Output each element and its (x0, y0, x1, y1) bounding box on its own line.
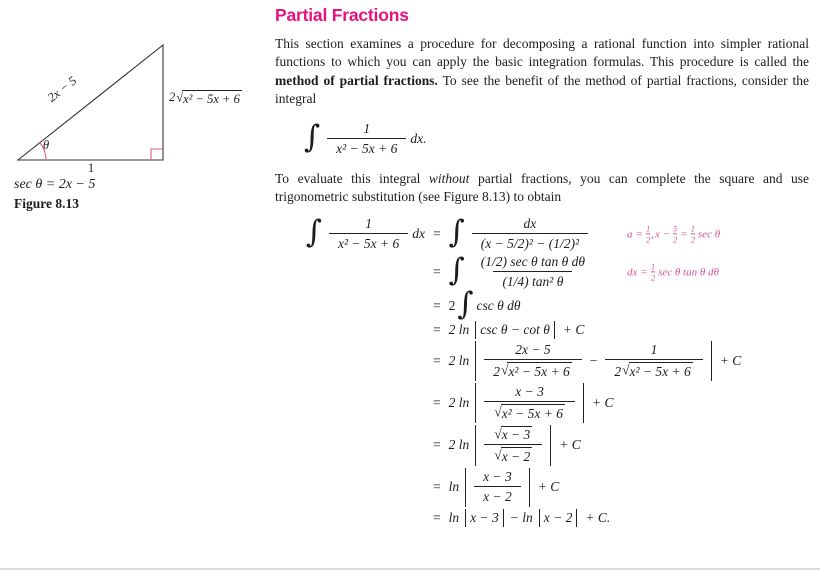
log-prefix: 2 ln (448, 437, 470, 453)
small-fraction (673, 224, 677, 243)
figure-relation: sec θ = 2x − 5 (14, 177, 96, 192)
equation-row-9 (275, 509, 809, 527)
hypotenuse-label: 2x − 5 (44, 73, 80, 105)
equation-row-1 (275, 213, 809, 252)
annotation-text: sec θ (697, 228, 721, 241)
equals-sign: = (433, 352, 441, 368)
equals-sign: = (433, 264, 441, 280)
fraction (484, 342, 581, 380)
fraction-numerator (484, 426, 542, 445)
fraction-denominator: x − 2 (474, 486, 521, 505)
bold-phrase: method of partial fractions. (275, 72, 438, 88)
radical-sign: √ (494, 426, 502, 442)
fraction-denominator (484, 401, 575, 422)
annotation-text: x − (654, 228, 670, 241)
integral-sign: ∫ (448, 213, 465, 250)
intro-paragraph (275, 35, 809, 109)
content-column (275, 5, 809, 529)
equation-rhs (449, 321, 585, 339)
fraction (329, 216, 408, 252)
fraction-denominator: x² − 5x + 6 (327, 138, 406, 157)
absolute-value (475, 383, 584, 423)
para2-text-1: To evaluate this integral (275, 170, 429, 186)
fraction (605, 342, 702, 380)
radicand: x − 2 (501, 448, 531, 464)
equation-rhs (448, 213, 592, 252)
square-root (494, 426, 532, 444)
small-fraction-den: 2 (650, 272, 656, 283)
intro-integral-equation (304, 116, 809, 162)
log-prefix: 2 ln (448, 394, 470, 410)
fraction-numerator: 1 (365, 215, 372, 231)
equation-rhs (448, 285, 521, 322)
derivation-block (275, 213, 809, 527)
equals-sign: = (433, 322, 441, 337)
equation-rhs (449, 383, 614, 423)
log-prefix: 2 ln (448, 322, 470, 337)
intro-text-1: This section examines a procedure for decomposing a rational function into simpler rational functions to which you can apply the basic integration formulas. This procedure is called the (275, 36, 809, 70)
absolute-value (539, 509, 578, 527)
intro-text-2: To see the benefit of the method of partial fractions, consider the integral (275, 72, 809, 107)
small-fraction-num: 5 (673, 223, 678, 234)
equation-rhs (449, 509, 611, 527)
constant-suffix: + C (719, 352, 742, 368)
absolute-value (475, 425, 551, 466)
equation-row-6 (275, 383, 809, 423)
equals-sign: = (433, 479, 441, 495)
annotation-text: dx (627, 266, 638, 279)
fraction-numerator: (1/2) sec θ tan θ dθ (480, 254, 586, 270)
annotation-equals: = (640, 266, 648, 279)
angle-theta-label: θ (43, 138, 50, 152)
den-coefficient: 2 (493, 363, 501, 379)
fraction (474, 469, 521, 505)
small-fraction (646, 224, 650, 243)
equation-row-5 (275, 341, 809, 381)
radicand: x² − 5x + 6 (183, 91, 240, 106)
log-prefix: ln (448, 509, 460, 525)
fraction (484, 384, 575, 422)
coefficient: 2 (448, 297, 456, 313)
small-fraction-den: 2 (673, 233, 678, 244)
small-fraction (651, 263, 655, 282)
equation-rhs (449, 341, 742, 381)
integral-sign: ∫ (304, 118, 321, 155)
fraction (472, 254, 594, 290)
radical-sign: √ (501, 362, 509, 378)
equation-row-2 (275, 254, 809, 290)
integral-sign: ∫ (305, 213, 322, 250)
radicand: x − 3 (501, 427, 531, 443)
second-paragraph (275, 170, 809, 207)
fraction-denominator (484, 444, 542, 465)
minus-operator: − (589, 352, 598, 368)
den-coefficient: 2 (614, 363, 622, 379)
radical-sign: √ (494, 447, 502, 463)
absolute-value (475, 321, 555, 339)
absolute-value (475, 341, 712, 381)
equation-rhs (449, 425, 581, 466)
equation-row-4 (275, 321, 809, 339)
fraction-denominator: (1/4) tan² θ (493, 271, 572, 290)
figure-8-13 (0, 0, 270, 230)
equals-sign: = (433, 394, 441, 410)
equals-sign: = (433, 226, 441, 242)
equation-lhs (275, 213, 425, 252)
fraction-numerator: x − 3 (483, 469, 512, 485)
annotation-text: a (627, 228, 633, 241)
square-root (176, 90, 242, 107)
annotation-equals: = (680, 228, 688, 241)
fraction-numerator: x − 3 (515, 383, 544, 399)
equals-sign: = (433, 509, 441, 525)
square-root (494, 447, 532, 465)
fraction-numerator: 1 (650, 342, 658, 357)
radical-sign: √ (176, 90, 184, 105)
equation-row-8 (275, 468, 809, 506)
constant-suffix: + C (537, 479, 560, 495)
fraction-denominator (605, 359, 702, 380)
fraction (472, 216, 588, 252)
equation-row-7 (275, 425, 809, 466)
minus-ln-operator: − ln (509, 509, 533, 525)
right-angle-marker (151, 149, 163, 160)
side-coefficient: 2 (169, 90, 176, 104)
integrand: csc θ dθ (476, 297, 521, 313)
triangle-diagram (0, 0, 270, 175)
para2-text-2: partial fractions, you can complete the square and use trigonometric substitution (see Figure 8.13) to obtain (275, 170, 809, 205)
radicand: x² − 5x + 6 (629, 363, 691, 379)
log-prefix: 2 ln (448, 352, 470, 368)
fraction-denominator: (x − 5/2)² − (1/2)² (472, 233, 588, 252)
section-title: Partial Fractions (275, 5, 409, 25)
fraction-denominator: x² − 5x + 6 (329, 233, 408, 252)
square-root (494, 404, 565, 422)
small-fraction-den: 2 (690, 233, 695, 244)
differential: dx. (410, 130, 427, 146)
radical-sign: √ (622, 362, 630, 378)
absolute-value (465, 468, 530, 506)
substitution-annotation (627, 224, 723, 243)
italic-word: without (428, 170, 470, 186)
radicand: x² − 5x + 6 (501, 405, 563, 421)
annotation-text: sec θ tan θ dθ (658, 266, 719, 279)
square-root (501, 362, 572, 380)
radical-sign: √ (494, 404, 502, 420)
base-label: 1 (87, 161, 95, 175)
abs-body: x − 2 (543, 509, 573, 525)
differential: dx (412, 226, 425, 242)
fraction-denominator (484, 359, 581, 380)
constant-suffix: + C (562, 322, 585, 337)
fraction-numerator: dx (523, 215, 537, 231)
radicand: x² − 5x + 6 (508, 363, 570, 379)
abs-body: csc θ − cot θ (480, 322, 550, 337)
small-fraction-num: 1 (645, 223, 651, 234)
absolute-value (465, 509, 504, 527)
figure-caption: Figure 8.13 (14, 196, 79, 211)
vertical-side-label (169, 90, 243, 107)
annotation-comma: , (651, 228, 654, 241)
fraction (484, 426, 542, 465)
small-fraction-den: 2 (645, 233, 651, 244)
constant-suffix: + C. (585, 509, 611, 525)
equals-sign: = (433, 297, 441, 313)
annotation-equals: = (635, 228, 643, 241)
integral-sign: ∫ (448, 252, 465, 289)
equals-sign: = (433, 437, 441, 453)
small-fraction (691, 224, 695, 243)
small-fraction-num: 1 (650, 261, 656, 272)
fraction-numerator: 1 (363, 120, 371, 136)
abs-body: x − 3 (470, 509, 499, 525)
square-root (622, 362, 693, 380)
constant-suffix: + C (591, 394, 614, 410)
fraction (327, 121, 406, 157)
equation-row-3 (275, 285, 809, 322)
log-prefix: ln (448, 479, 460, 495)
integral-sign: ∫ (457, 285, 474, 322)
constant-suffix: + C (559, 437, 581, 453)
small-fraction-num: 1 (690, 223, 695, 234)
equation-rhs (449, 468, 560, 506)
substitution-annotation (627, 263, 722, 282)
fraction-numerator: 2x − 5 (515, 342, 551, 357)
